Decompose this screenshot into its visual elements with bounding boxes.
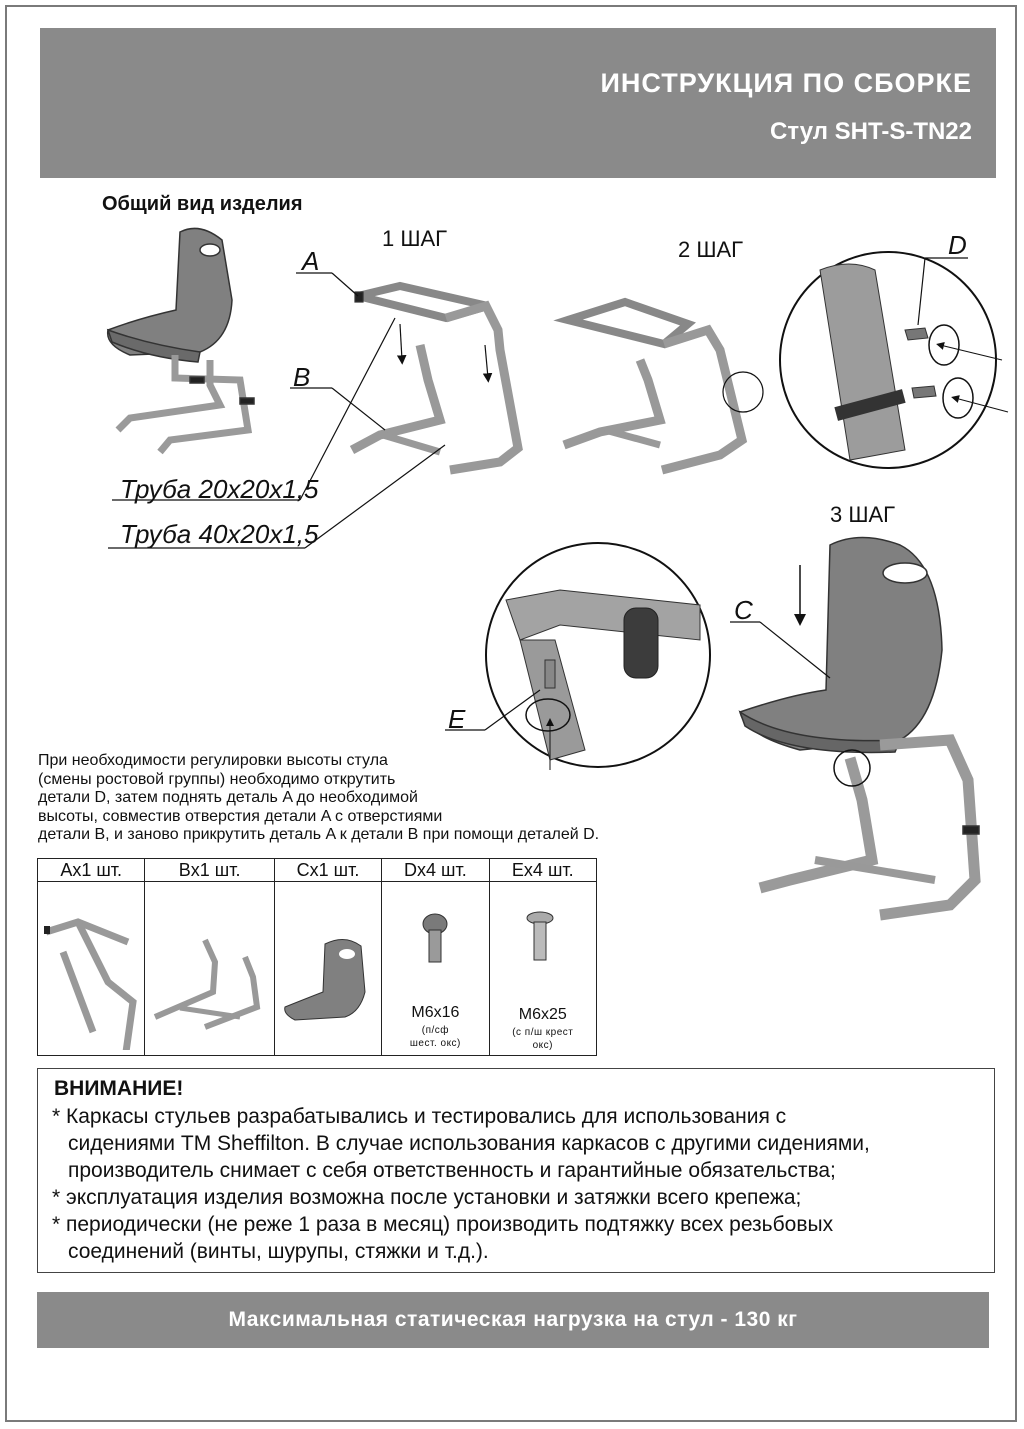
step2-label: 2 ШАГ (678, 237, 744, 262)
step3-chair-illustration (740, 538, 979, 916)
part-d-note: (п/сф (421, 1025, 450, 1036)
part-c-header: Cx1 шт. (274, 859, 381, 882)
warning-box (37, 1068, 995, 1273)
part-a-frame-image (38, 882, 144, 1050)
tube-large-label: Труба 40х20х1,5 (120, 519, 319, 549)
part-e-header: Ex4 шт. (489, 859, 596, 882)
part-c-seat-image (275, 882, 381, 1050)
callout-c: C (734, 595, 753, 625)
detail-e-zoom-illustration (486, 543, 710, 770)
part-d-header: Dx4 шт. (382, 859, 489, 882)
callout-b: B (293, 362, 311, 392)
callout-e: E (448, 704, 466, 734)
part-b-header: Bx1 шт. (145, 859, 274, 882)
adjustment-line: детали D, затем поднять деталь A до необходимой (38, 789, 418, 806)
part-e-screw-image (490, 882, 596, 982)
part-c-cell (274, 882, 381, 1056)
part-e-cell (489, 882, 596, 1056)
part-d-bolt-image (382, 882, 488, 972)
part-a-cell (38, 882, 145, 1056)
part-e-spec: M6x25 (518, 1006, 567, 1023)
step1-frame-illustration (352, 286, 518, 470)
part-b-cell (145, 882, 274, 1056)
adjustment-line: При необходимости регулировки высоты стула (38, 752, 388, 769)
detail-d-zoom-illustration (780, 252, 1008, 468)
callout-a: A (302, 246, 320, 276)
adjustment-line: детали B, и заново прикрутить деталь A к детали B при помощи деталей D. (38, 826, 600, 843)
overview-title: Общий вид изделия (102, 193, 303, 215)
warning-line: * периодически (не реже 1 раза в месяц) производить подтяжку всех резьбовых (52, 1213, 834, 1236)
warning-line: * эксплуатация изделия возможна после установки и затяжки всего крепежа; (52, 1186, 802, 1209)
parts-table (37, 858, 597, 1056)
part-e-note: (с п/ш крест (512, 1027, 574, 1038)
part-d-note: шест. окс) (409, 1038, 461, 1049)
page-title: ИНСТРУКЦИЯ ПО СБОРКЕ (600, 68, 972, 98)
step2-frame-illustration (564, 302, 763, 470)
overview-chair-illustration (108, 228, 254, 452)
height-adjustment-text (38, 752, 738, 845)
adjustment-line: высоты, совместив отверстия детали A с отверстиями (38, 807, 443, 825)
warning-line: производитель снимает с себя ответственность и гарантийные обязательства; (68, 1159, 836, 1182)
part-e-note: окс) (532, 1040, 553, 1051)
callout-d: D (948, 230, 967, 260)
warning-line: соединений (винты, шурупы, стяжки и т.д.). (68, 1240, 489, 1263)
warning-line: сидениями TM Sheffilton. В случае использования каркасов с другими сидениями, (68, 1132, 870, 1155)
step1-label: 1 ШАГ (382, 226, 448, 251)
step3-label: 3 ШАГ (830, 502, 896, 527)
part-d-cell (382, 882, 489, 1056)
max-load-banner: Максимальная статическая нагрузка на стул - 130 кг (37, 1292, 989, 1348)
warning-line: * Каркасы стульев разрабатывались и тестировались для использования с (52, 1105, 787, 1128)
adjustment-line: (смены ростовой группы) необходимо открутить (38, 770, 396, 788)
warning-title: ВНИМАНИЕ! (54, 1077, 184, 1100)
part-d-spec: M6x16 (411, 1004, 460, 1021)
tube-small-label: Труба 20х20х1,5 (120, 474, 319, 504)
part-b-frame-image (145, 882, 273, 1050)
product-name: Стул SHT-S-TN22 (770, 118, 972, 145)
part-a-header: Ax1 шт. (38, 859, 145, 882)
